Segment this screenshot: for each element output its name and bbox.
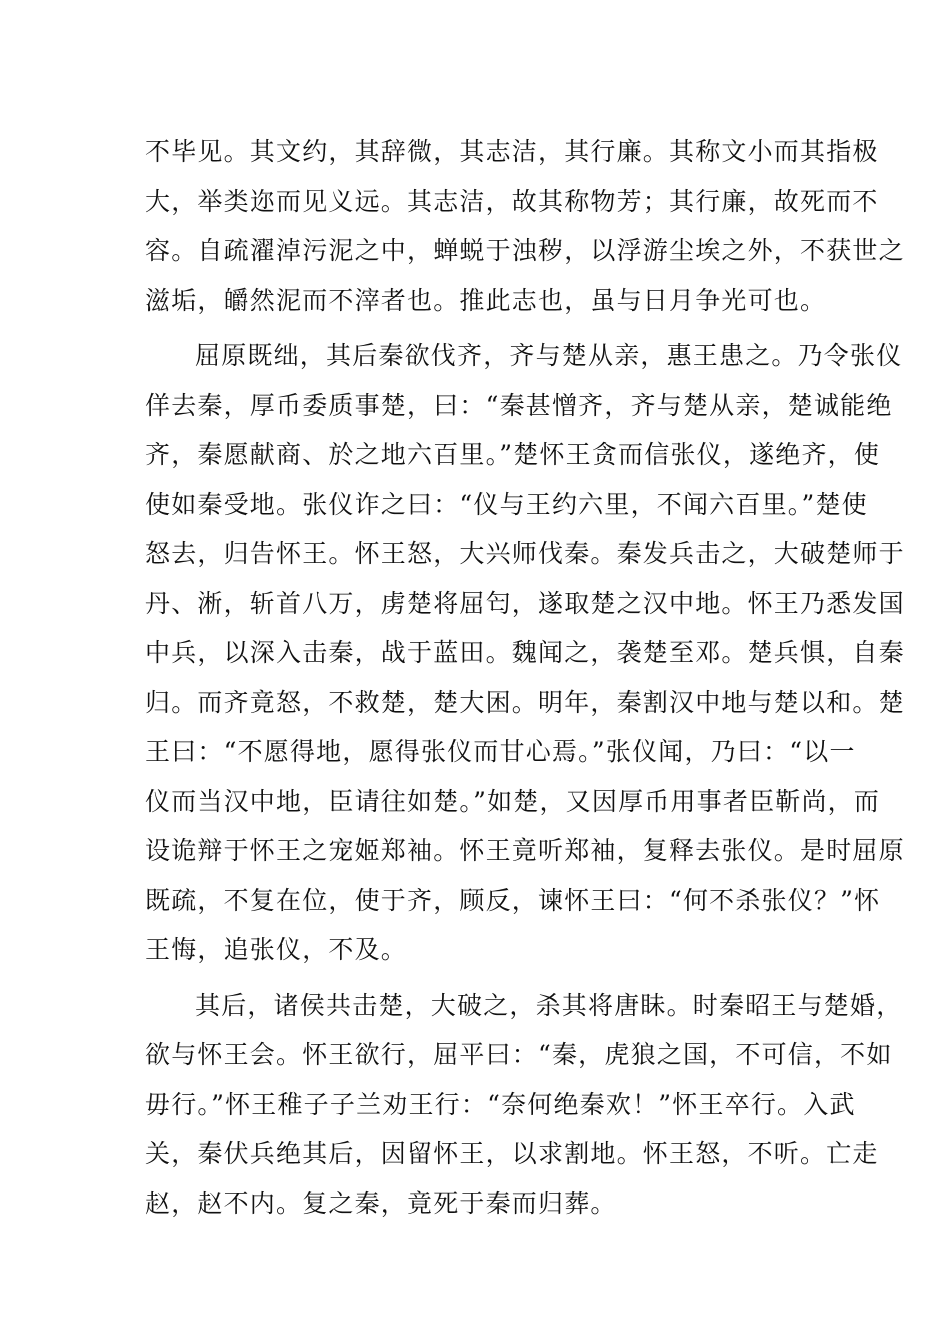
text-line: 归。而齐竟怒，不救楚，楚大困。明年，秦割汉中地与楚以和。楚 <box>145 687 905 717</box>
paragraph-2 <box>145 331 905 975</box>
text-line: 设诡辩于怀王之宠姬郑袖。怀王竟听郑袖，复释去张仪。是时屈原 <box>145 836 905 865</box>
text-line: 王曰：“不愿得地，愿得张仪而甘心焉。”张仪闻，乃曰：“以一 <box>145 737 856 766</box>
text-line: 关，秦伏兵绝其后，因留怀王，以求割地。怀王怒，不听。亡走 <box>145 1139 879 1168</box>
text-line: 大，举类迩而见义远。其志洁，故其称物芳；其行廉，故死而不 <box>145 186 879 216</box>
text-line: 其后，诸侯共击楚，大破之，杀其将唐眛。时秦昭王与楚婚， <box>195 990 903 1020</box>
text-line: 齐，秦愿献商、於之地六百里。”楚怀王贪而信张仪，遂绝齐，使 <box>145 440 881 469</box>
text-line: 中兵，以深入击秦，战于蓝田。魏闻之，袭楚至邓。楚兵惧，自秦 <box>145 638 905 667</box>
text-line: 不毕见。其文约，其辞微，其志洁，其行廉。其称文小而其指极 <box>145 137 879 166</box>
text-line: 容。自疏濯淖污泥之中，蝉蜕于浊秽，以浮游尘埃之外，不获世之 <box>145 236 905 265</box>
text-line: 王悔，追张仪，不及。 <box>145 935 408 964</box>
text-line: 佯去秦，厚币委质事楚，曰：“秦甚憎齐，齐与楚从亲，楚诚能绝 <box>145 390 893 420</box>
text-line: 既疏，不复在位，使于齐，顾反，谏怀王曰：“何不杀张仪？”怀 <box>145 885 881 915</box>
text-line: 怒去，归告怀王。怀王怒，大兴师伐秦。秦发兵击之，大破楚师于 <box>145 539 905 568</box>
text-line: 赵，赵不内。复之秦，竟死于秦而归葬。 <box>145 1188 617 1218</box>
text-line: 毋行。”怀王稚子子兰劝王行：“奈何绝秦欢！”怀王卒行。入武 <box>145 1089 856 1119</box>
text-line: 屈原既绌，其后秦欲伐齐，齐与楚从亲，惠王患之。乃令张仪 <box>195 341 903 370</box>
text-line: 丹、淅，斩首八万，虏楚将屈匄，遂取楚之汉中地。怀王乃悉发国 <box>145 588 905 618</box>
paragraph-1 <box>145 127 905 325</box>
body-text <box>145 127 905 1228</box>
text-line: 使如秦受地。张仪诈之曰：“仪与王约六里，不闻六百里。”楚使 <box>145 489 868 519</box>
text-line: 仪而当汉中地，臣请往如楚。”如楚，又因厚币用事者臣靳尚，而 <box>145 786 881 816</box>
text-line: 欲与怀王会。怀王欲行，屈平曰：“秦，虎狼之国，不可信，不如 <box>145 1040 893 1069</box>
paragraph-3 <box>145 981 903 1229</box>
text-line: 滋垢，皭然泥而不滓者也。推此志也，虽与日月争光可也。 <box>145 285 827 315</box>
